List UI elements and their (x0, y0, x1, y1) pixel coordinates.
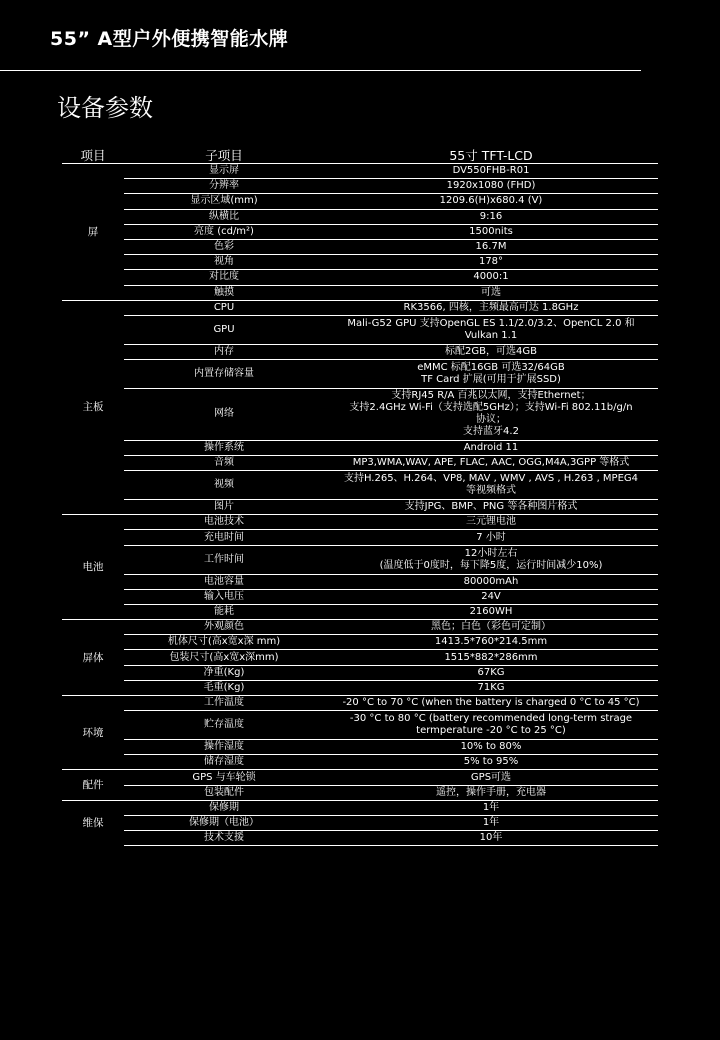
table-row (62, 604, 658, 619)
item-value-text: 2160WH (469, 605, 513, 617)
table-row (62, 300, 658, 315)
item-value (324, 440, 658, 455)
item-name: 电池技术 (124, 515, 324, 530)
table-row (62, 650, 658, 665)
item-value (324, 755, 658, 770)
item-value-text: -30 °C to 80 °C (battery recommended long-term strage termperature -20 °C to 25 °C) (349, 713, 633, 737)
item-value-text: 1500nits (469, 225, 513, 237)
item-name: 保修期 (124, 800, 324, 815)
item-name: 图片 (124, 500, 324, 515)
item-name: 能耗 (124, 604, 324, 619)
item-value-text: 可选 (481, 286, 501, 298)
item-value-text: 支持JPG、BMP、PNG 等各种图片格式 (404, 501, 578, 513)
item-value-text: 178° (478, 256, 504, 268)
table-row (62, 545, 658, 574)
item-name: 显示屏 (124, 164, 324, 179)
item-name: 色彩 (124, 239, 324, 254)
item-name: 储存湿度 (124, 755, 324, 770)
item-value (324, 239, 658, 254)
item-name: 视角 (124, 255, 324, 270)
item-value-text: 71KG (477, 681, 505, 693)
table-row (62, 359, 658, 388)
item-value (324, 270, 658, 285)
item-value-text: 7 小时 (476, 531, 506, 543)
table-row (62, 680, 658, 695)
item-name: 操作系统 (124, 440, 324, 455)
item-value (324, 530, 658, 545)
table-row (62, 740, 658, 755)
item-value-text: 1413.5*760*214.5mm (434, 636, 548, 648)
item-name: 工作时间 (124, 545, 324, 574)
item-name: 电池容量 (124, 574, 324, 589)
table-row (62, 270, 658, 285)
item-value-text: 1920x1080 (FHD) (446, 180, 536, 192)
page-title: 55” A型户外便携智能水牌 (50, 28, 289, 50)
header-item: 子项目 (124, 149, 324, 164)
item-name: GPS 与车轮锁 (124, 770, 324, 785)
table-row (62, 711, 658, 740)
table-row (62, 696, 658, 711)
item-value (324, 620, 658, 635)
item-value (324, 740, 658, 755)
item-value (324, 164, 658, 179)
item-value-text: -20 °C to 70 °C (when the battery is charged 0 °C to 45 °C) (342, 697, 640, 709)
item-value (324, 224, 658, 239)
item-value-text: 黑色；白色（彩色可定制） (431, 621, 551, 633)
item-value (324, 816, 658, 831)
table-row (62, 620, 658, 635)
item-value (324, 515, 658, 530)
item-value (324, 545, 658, 574)
item-name: 外观颜色 (124, 620, 324, 635)
item-value-text: 1515*882*286mm (444, 651, 538, 663)
item-value-text: 1年 (482, 801, 500, 813)
spec-table-body (62, 164, 658, 846)
item-name: 毛重(Kg) (124, 680, 324, 695)
item-value-text: 9:16 (479, 210, 503, 222)
group-name: 主板 (62, 300, 124, 515)
item-value (324, 711, 658, 740)
item-value (324, 359, 658, 388)
group-name: 屏体 (62, 620, 124, 696)
item-name: 视频 (124, 471, 324, 500)
item-value-text: 10年 (479, 832, 503, 844)
item-value-text: 遥控，操作手册，充电器 (436, 786, 546, 798)
item-name: 显示区域(mm) (124, 194, 324, 209)
item-name: 充电时间 (124, 530, 324, 545)
item-value (324, 194, 658, 209)
item-name: 内置存储容量 (124, 359, 324, 388)
item-value (324, 589, 658, 604)
item-name: 纵横比 (124, 209, 324, 224)
spec-table (62, 149, 658, 846)
table-header-row (62, 149, 658, 164)
item-value (324, 604, 658, 619)
table-row (62, 635, 658, 650)
item-name: 分辨率 (124, 179, 324, 194)
table-row (62, 589, 658, 604)
group-name: 配件 (62, 770, 124, 800)
item-value-text: 支持H.265、H.264、VP8, MAV , WMV , AVS , H.263 , MPEG4 等视频格式 (343, 473, 639, 497)
item-value (324, 388, 658, 440)
item-value-text: eMMC 标配16GB 可选32/64GB TF Card 扩展(可用于扩展SSD) (417, 361, 565, 385)
table-row (62, 500, 658, 515)
item-value (324, 785, 658, 800)
item-value (324, 255, 658, 270)
item-value (324, 300, 658, 315)
item-value (324, 285, 658, 300)
item-value (324, 770, 658, 785)
item-value-text: RK3566, 四核，主频最高可达 1.8GHz (403, 301, 579, 313)
item-name: 机体尺寸(高x宽x深 mm) (124, 635, 324, 650)
item-name: 音频 (124, 456, 324, 471)
table-row (62, 800, 658, 815)
item-name: GPU (124, 315, 324, 344)
table-row (62, 456, 658, 471)
item-name: 保修期（电池） (124, 816, 324, 831)
item-value-text: 1年 (482, 817, 500, 829)
item-value (324, 665, 658, 680)
item-name: 包装配件 (124, 785, 324, 800)
item-value (324, 456, 658, 471)
item-value (324, 800, 658, 815)
group-name: 屏 (62, 164, 124, 301)
item-value-text: 80000mAh (463, 575, 519, 587)
item-name: 操作湿度 (124, 740, 324, 755)
item-name: 贮存温度 (124, 711, 324, 740)
table-row (62, 224, 658, 239)
item-value (324, 831, 658, 846)
item-value (324, 471, 658, 500)
header-divider (0, 70, 641, 71)
item-value-text: 1209.6(H)x680.4 (V) (439, 195, 543, 207)
item-value-text: MP3,WMA,WAV, APE, FLAC, AAC, OGG,M4A,3GPP 等格式 (352, 457, 630, 469)
table-row (62, 785, 658, 800)
item-value-text: 三元锂电池 (466, 516, 516, 528)
item-value-text: 10% to 80% (460, 741, 522, 753)
table-row (62, 164, 658, 179)
item-name: 网络 (124, 388, 324, 440)
table-row (62, 471, 658, 500)
item-name: 亮度 (cd/m²) (124, 224, 324, 239)
item-value-text: 4000:1 (473, 271, 509, 283)
item-name: 净重(Kg) (124, 665, 324, 680)
table-row (62, 285, 658, 300)
item-value-text: GPS可选 (470, 771, 512, 783)
table-row (62, 816, 658, 831)
table-row (62, 209, 658, 224)
header-group: 项目 (62, 149, 124, 164)
item-value (324, 635, 658, 650)
item-value (324, 696, 658, 711)
item-value (324, 344, 658, 359)
table-row (62, 770, 658, 785)
item-value-text: 67KG (477, 666, 505, 678)
item-name: 内存 (124, 344, 324, 359)
table-row (62, 315, 658, 344)
item-name: 工作温度 (124, 696, 324, 711)
table-row (62, 515, 658, 530)
item-value (324, 315, 658, 344)
table-row (62, 388, 658, 440)
item-value (324, 574, 658, 589)
item-name: 技术支援 (124, 831, 324, 846)
section-heading: 设备参数 (57, 94, 153, 122)
table-row (62, 755, 658, 770)
item-value-text: Mali-G52 GPU 支持OpenGL ES 1.1/2.0/3.2、OpenCL 2.0 和 Vulkan 1.1 (347, 317, 635, 341)
item-value (324, 179, 658, 194)
header-value: 55寸 TFT-LCD (324, 149, 658, 164)
item-value-text: Android 11 (463, 441, 519, 453)
table-row (62, 665, 658, 680)
item-value-text: DV550FHB-R01 (452, 165, 530, 177)
item-value-text: 标配2GB，可选4GB (445, 345, 537, 357)
item-value-text: 24V (481, 590, 501, 602)
item-value (324, 500, 658, 515)
item-value-text: 12小时左右 (温度低于0度时，每下降5度，运行时间减少10%) (379, 547, 603, 571)
item-value-text: 16.7M (475, 241, 507, 253)
table-row (62, 194, 658, 209)
item-name: 对比度 (124, 270, 324, 285)
item-value (324, 209, 658, 224)
table-row (62, 344, 658, 359)
item-name: 触摸 (124, 285, 324, 300)
group-name: 维保 (82, 817, 104, 830)
table-row (62, 255, 658, 270)
item-value-text: 5% to 95% (463, 756, 519, 768)
item-value (324, 680, 658, 695)
table-row (62, 239, 658, 254)
table-row (62, 530, 658, 545)
item-name: 包装尺寸(高x宽x深mm) (124, 650, 324, 665)
table-row (62, 831, 658, 846)
table-row (62, 179, 658, 194)
table-row (62, 440, 658, 455)
table-row (62, 574, 658, 589)
item-name: CPU (124, 300, 324, 315)
group-name: 电池 (62, 515, 124, 620)
item-value-text: 支持RJ45 R/A 百兆以太网，支持Ethernet； 支持2.4GHz Wi-Fi（支持选配5GHz）；支持Wi-Fi 802.11b/g/n 协议； 支持蓝牙4.2 (349, 390, 633, 438)
item-name: 输入电压 (124, 589, 324, 604)
group-name: 环境 (62, 696, 124, 770)
item-value (324, 650, 658, 665)
